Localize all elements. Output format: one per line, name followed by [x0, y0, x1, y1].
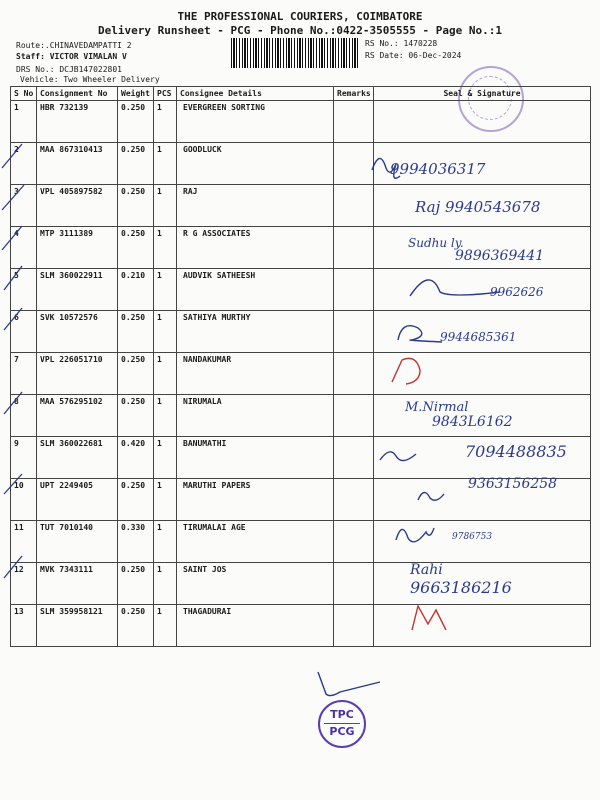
stamp-divider [324, 723, 360, 724]
handwritten-phone: 9663186216 [410, 578, 512, 597]
row-weight: 0.250 [118, 227, 154, 269]
row-consignment-no: SLM 359958121 [37, 605, 118, 647]
row-pcs: 1 [154, 395, 177, 437]
row-weight: 0.250 [118, 143, 154, 185]
row-tick [4, 556, 22, 578]
row-consignee: RAJ [177, 185, 334, 227]
signature-mark [380, 452, 416, 461]
row-consignment-no: UPT 2249405 [37, 479, 118, 521]
row-consignee: AUDVIK SATHEESH [177, 269, 334, 311]
row-pcs: 1 [154, 605, 177, 647]
row-weight: 0.250 [118, 395, 154, 437]
vehicle-label: Vehicle: Two Wheeler Delivery [20, 75, 160, 84]
row-pcs: 1 [154, 563, 177, 605]
row-pcs: 1 [154, 437, 177, 479]
row-sno: 1 [11, 101, 37, 143]
row-pcs: 1 [154, 101, 177, 143]
signature-mark [398, 326, 442, 342]
row-sno: 6 [11, 311, 37, 353]
row-weight: 0.250 [118, 353, 154, 395]
col-consignee: Consignee Details [177, 87, 334, 101]
row-tick [2, 144, 22, 168]
row-consignee: TIRUMALAI AGE [177, 521, 334, 563]
row-consignment-no: SVK 10572576 [37, 311, 118, 353]
handwritten-phone: 7094488835 [465, 442, 567, 461]
row-consignee: NIRUMALA [177, 395, 334, 437]
drs-label: DRS No.: DCJB147022801 [16, 65, 122, 74]
row-tick [2, 226, 22, 250]
row-consignee: SAINT JOS [177, 563, 334, 605]
row-consignment-no: MAA 867310413 [37, 143, 118, 185]
row-pcs: 1 [154, 479, 177, 521]
row-weight: 0.330 [118, 521, 154, 563]
row-tick [2, 185, 24, 210]
row-pcs: 1 [154, 143, 177, 185]
col-seal-signature: Seal & Signature [374, 87, 591, 101]
row-consignee: SATHIYA MURTHY [177, 311, 334, 353]
red-mark [412, 606, 446, 630]
row-pcs: 1 [154, 521, 177, 563]
runsheet-title: Delivery Runsheet - PCG - Phone No.:0422-3505555 - Page No.:1 [98, 24, 502, 37]
row-pcs: 1 [154, 185, 177, 227]
row-consignee: GOODLUCK [177, 143, 334, 185]
row-weight: 0.250 [118, 311, 154, 353]
row-consignee: NANDAKUMAR [177, 353, 334, 395]
row-sno: 7 [11, 353, 37, 395]
handwritten-phone: 9363156258 [468, 476, 558, 492]
handwritten-phone: 9786753 [452, 532, 493, 542]
row-consignment-no: VPL 405897582 [37, 185, 118, 227]
rs-date: RS Date: 06-Dec-2024 [365, 51, 462, 60]
row-consignment-no: MTP 3111389 [37, 227, 118, 269]
rs-number: RS No.: 1470228 [365, 39, 438, 48]
handwritten-name: M.Nirmal [405, 400, 469, 415]
handwritten-name: Rahi [410, 562, 443, 578]
row-weight: 0.250 [118, 101, 154, 143]
row-consignment-no: SLM 360022911 [37, 269, 118, 311]
handwritten-phone: 9896369441 [455, 248, 545, 264]
row-sno: 11 [11, 521, 37, 563]
row-tick [4, 474, 22, 494]
row-sno: 2 [11, 143, 37, 185]
handwritten-name: Sudhu ly. [408, 236, 464, 250]
row-weight: 0.250 [118, 563, 154, 605]
row-sno: 12 [11, 563, 37, 605]
col-consignment: Consignment No [37, 87, 118, 101]
row-sno: 4 [11, 227, 37, 269]
row-pcs: 1 [154, 311, 177, 353]
route-label: Route:.CHINAVEDAMPATTI 2 [16, 41, 132, 50]
signature-mark [396, 528, 434, 542]
row-tick [4, 308, 22, 330]
row-weight: 0.210 [118, 269, 154, 311]
row-sno: 3 [11, 185, 37, 227]
tpc-stamp [318, 700, 366, 748]
handwritten-phone: 9994036317 [390, 160, 486, 178]
col-pcs: PCS [154, 87, 177, 101]
row-pcs: 1 [154, 227, 177, 269]
row-consignee: THAGADURAI [177, 605, 334, 647]
col-remarks: Remarks [334, 87, 374, 101]
signature-mark [418, 492, 444, 500]
row-weight: 0.250 [118, 185, 154, 227]
handwritten-phone: 9843L6162 [432, 414, 513, 430]
row-consignee: EVERGREEN SORTING [177, 101, 334, 143]
row-weight: 0.420 [118, 437, 154, 479]
row-pcs: 1 [154, 353, 177, 395]
row-weight: 0.250 [118, 605, 154, 647]
row-consignment-no: VPL 226051710 [37, 353, 118, 395]
company-heading: THE PROFESSIONAL COURIERS, COIMBATORE [177, 10, 423, 23]
row-tick [4, 392, 22, 414]
handwritten-phone: Raj 9940543678 [415, 198, 541, 216]
row-consignment-no: TUT 7010140 [37, 521, 118, 563]
row-consignee: MARUTHI PAPERS [177, 479, 334, 521]
row-sno: 5 [11, 269, 37, 311]
handwritten-phone: 9944685361 [440, 330, 517, 344]
signature-mark [372, 158, 400, 178]
col-sno: S No [11, 87, 37, 101]
row-consignment-no: SLM 360022681 [37, 437, 118, 479]
row-consignment-no: MVK 7343111 [37, 563, 118, 605]
stamp-tpc-text: TPC [330, 708, 354, 721]
staff-label: Staff: VICTOR VIMALAN V [16, 52, 127, 61]
row-consignment-no: MAA 576295102 [37, 395, 118, 437]
handwritten-phone: 9962626 [490, 285, 544, 299]
row-sno: 8 [11, 395, 37, 437]
row-sno: 10 [11, 479, 37, 521]
row-sno: 13 [11, 605, 37, 647]
row-consignment-no: HBR 732139 [37, 101, 118, 143]
row-consignee: BANUMATHI [177, 437, 334, 479]
row-sno: 9 [11, 437, 37, 479]
row-pcs: 1 [154, 269, 177, 311]
signature-mark [318, 672, 380, 696]
red-mark [392, 358, 420, 384]
stamp-pcg-text: PCG [329, 725, 355, 738]
col-weight: Weight [118, 87, 154, 101]
row-weight: 0.250 [118, 479, 154, 521]
row-consignee: R G ASSOCIATES [177, 227, 334, 269]
row-tick [4, 266, 22, 290]
signature-mark [410, 280, 500, 296]
